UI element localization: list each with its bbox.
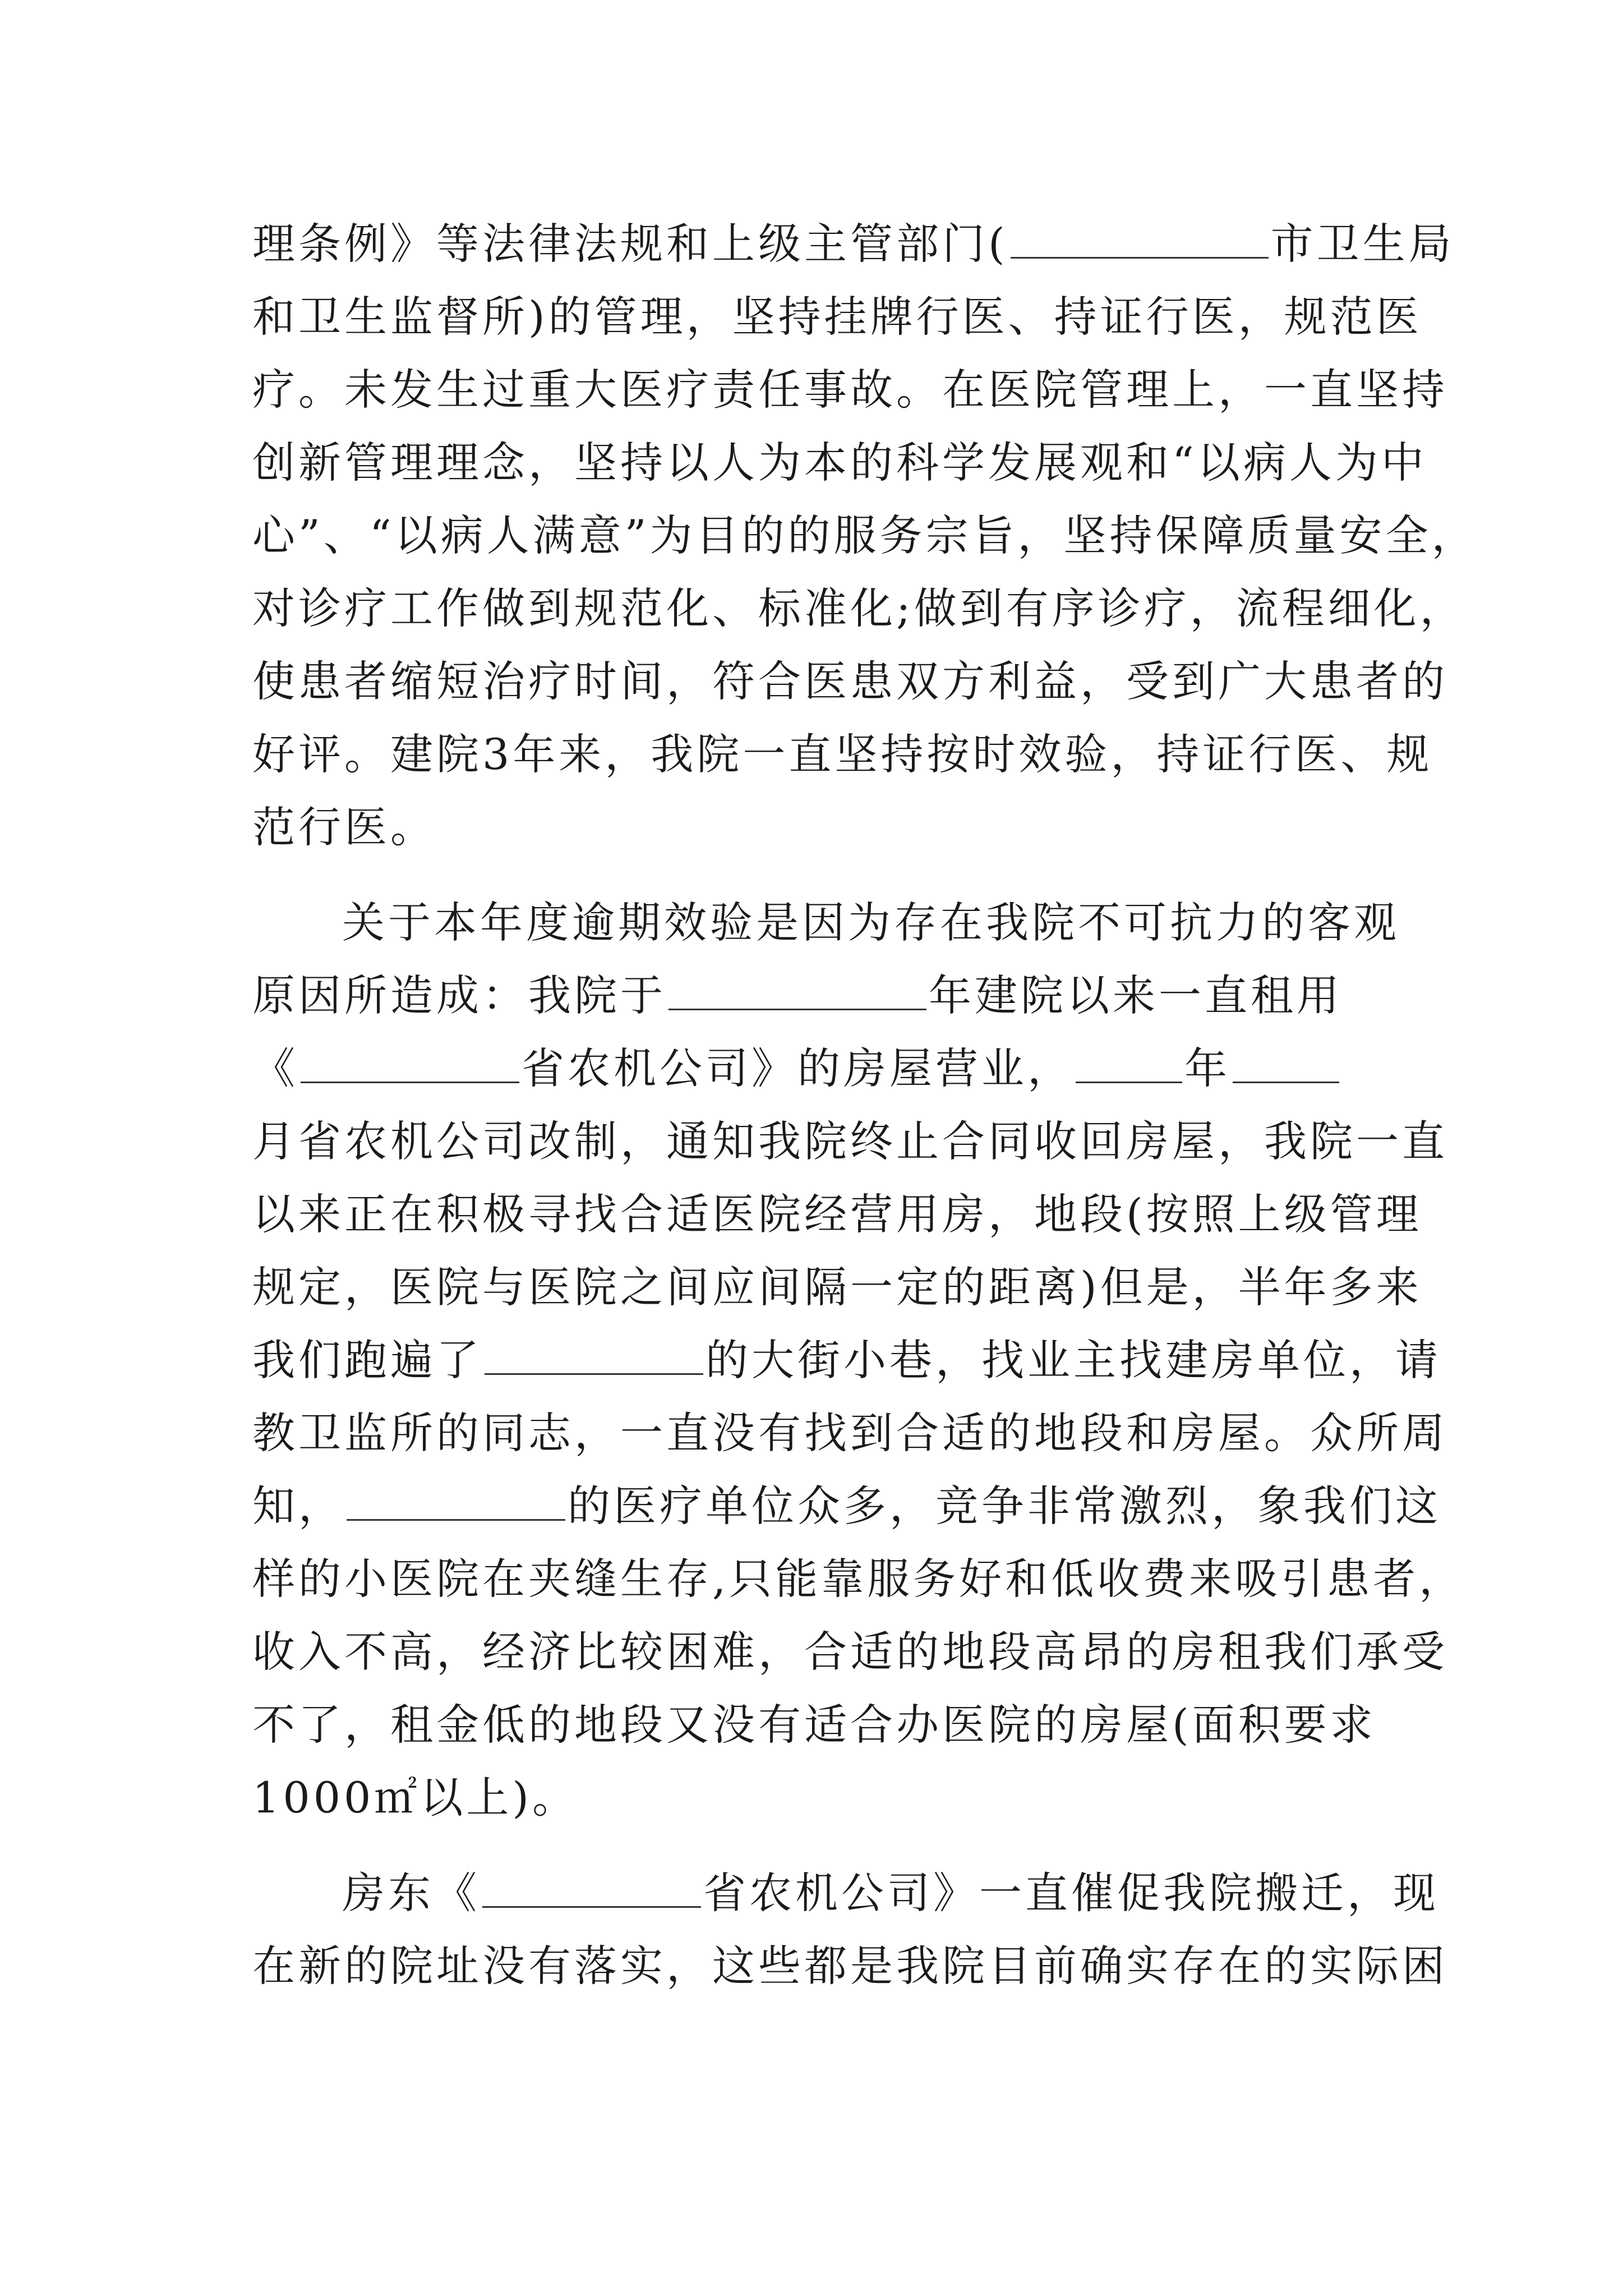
text-run: 在新的院址没有落实，这些都是我院目前确实存在的实际困: [252, 1941, 1448, 1991]
text-run: 理条例》等法律法规和上级主管部门(: [252, 219, 1008, 269]
fill-in-blank: [301, 1045, 519, 1083]
text-run: 年: [1184, 1043, 1230, 1093]
text-run: 房东《: [342, 1868, 480, 1918]
paragraph-line: [252, 426, 1427, 499]
text-run: 市卫生局: [1270, 219, 1455, 269]
paragraph-line: [252, 1761, 1374, 1834]
paragraph-line: [252, 791, 1374, 864]
fill-in-blank: [1011, 220, 1269, 259]
text-run: 省农机公司》一直催促我院搬迁，现: [703, 1868, 1439, 1918]
paragraph-line: [252, 208, 1455, 280]
text-run: 不了，租金低的地段又没有适合办医院的房屋(面积要求: [252, 1700, 1376, 1750]
text-run: 年建院以来一直租用: [929, 970, 1343, 1020]
fill-in-blank: [485, 1336, 703, 1375]
paragraph-line: [342, 886, 1400, 959]
paragraph-line: [252, 1930, 1448, 2003]
paragraph-line: [252, 499, 1478, 572]
fill-in-blank: [1076, 1045, 1182, 1083]
text-run: 和卫生监督所)的管理，坚持挂牌行医、持证行医，规范医: [252, 292, 1422, 342]
text-run: 的大街小巷，找业主找建房单位，请: [706, 1335, 1441, 1385]
text-run: 疗。未发生过重大医疗责任事故。在医院管理上，一直坚持: [252, 365, 1448, 415]
text-run: 月省农机公司改制，通知我院终止合同收回房屋，我院一直: [252, 1116, 1448, 1166]
text-run: 教卫监所的同志，一直没有找到合适的地段和房屋。众所周: [252, 1408, 1448, 1458]
paragraph-line: [252, 1324, 1441, 1397]
text-run: 使患者缩短治疗时间，符合医患双方利益，受到广大患者的: [252, 656, 1448, 706]
paragraph-line: [252, 280, 1422, 353]
paragraph-line: [252, 1178, 1422, 1251]
paragraph-line: [252, 1032, 1374, 1105]
paragraph-line: [252, 645, 1448, 718]
paragraph-line: [252, 1688, 1374, 1761]
text-run: 对诊疗工作做到规范化、标准化;做到有序诊疗，流程细化，: [252, 583, 1466, 633]
text-run: 收入不高，经济比较困难，合适的地段高昂的房租我们承受: [252, 1627, 1448, 1677]
paragraph-line: [252, 353, 1448, 426]
paragraph-line: [252, 1251, 1422, 1324]
paragraph-line: [252, 959, 1374, 1032]
text-run: 心”、“以病人满意”为目的的服务宗旨，坚持保障质量安全，: [252, 510, 1478, 560]
text-run: 以来正在积极寻找合适医院经营用房，地段(按照上级管理: [252, 1189, 1422, 1239]
paragraph-line: [252, 572, 1466, 645]
text-run: 原因所造成：我院于: [252, 970, 666, 1020]
fill-in-blank: [668, 972, 926, 1010]
fill-in-blank: [482, 1869, 701, 1908]
text-run: 1000㎡以上)。: [252, 1773, 579, 1823]
paragraph-line: [252, 1397, 1448, 1470]
text-run: 的医疗单位众多，竞争非常激烈，象我们这: [568, 1481, 1441, 1531]
paragraph-line: [252, 1470, 1441, 1543]
text-run: 创新管理理念，坚持以人为本的科学发展观和“以病人为中: [252, 438, 1427, 487]
text-run: 样的小医院在夹缝生存,只能靠服务好和低收费来吸引患者，: [252, 1554, 1465, 1604]
paragraph-line: [252, 1543, 1465, 1616]
text-run: 关于本年度逾期效验是因为存在我院不可抗力的客观: [342, 898, 1400, 947]
text-run: 知，: [252, 1481, 344, 1531]
paragraph-line: [252, 718, 1433, 791]
text-run: 我们跑遍了: [252, 1335, 482, 1385]
fill-in-blank: [1233, 1045, 1339, 1083]
text-run: 好评。建院3年来，我院一直坚持按时效验，持证行医、规: [252, 729, 1433, 779]
paragraph-line: [342, 1857, 1439, 1930]
text-run: 规定，医院与医院之间应间隔一定的距离)但是，半年多来: [252, 1262, 1422, 1312]
text-run: 范行医。: [252, 802, 436, 852]
paragraph-line: [252, 1616, 1448, 1688]
paragraph-line: [252, 1105, 1448, 1178]
fill-in-blank: [347, 1482, 565, 1521]
text-run: 《: [252, 1043, 298, 1093]
text-run: 省农机公司》的房屋营业，: [522, 1043, 1073, 1093]
